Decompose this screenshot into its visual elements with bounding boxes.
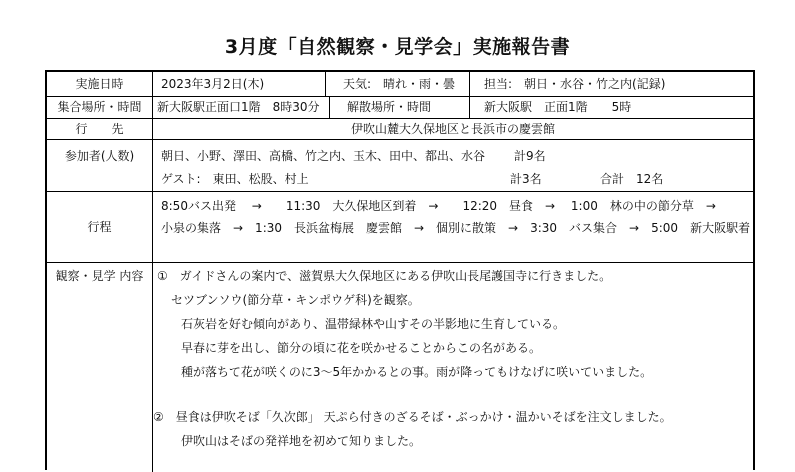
destination-label: 行 先	[75, 122, 124, 136]
meeting-place-value: 新大阪駅正面口1階 8時30分	[157, 100, 320, 114]
dismissal-label: 解散場所・時間	[347, 100, 432, 114]
report-table	[45, 70, 755, 470]
observation-line: セツブンソウ(節分草・キンポウゲ科)を観察。	[171, 293, 420, 307]
observation-line: ② 昼食は伊吹そば「久次郎」 天ぷら付きのざるそば・ぶっかけ・温かいそばを注文しました。	[153, 410, 672, 424]
column-divider	[325, 72, 326, 96]
date-label: 実施日時	[75, 77, 124, 91]
observation-label: 観察・見学 内容	[55, 269, 144, 283]
destination-value: 伊吹山麓大久保地区と長浜市の慶雲館	[350, 122, 555, 136]
meeting-place-label: 集合場所・時間	[57, 100, 142, 114]
total-count: 合計 12名	[600, 172, 664, 186]
dismissal-value: 新大阪駅 正面1階 5時	[484, 100, 632, 114]
column-divider	[469, 72, 470, 118]
observation-line: ① ガイドさんの案内で、滋賀県大久保地区にある伊吹山長尾護国寺に行きました。	[157, 269, 612, 283]
staff-value: 担当: 朝日・水谷・竹之内(記録)	[484, 77, 666, 91]
itinerary-label: 行程	[87, 220, 112, 234]
guests-list: ゲスト: 東田、松股、村上	[161, 172, 309, 186]
participants-label: 参加者(人数)	[64, 149, 135, 163]
itinerary-line: 8:50バス出発 → 11:30 大久保地区到着 → 12:20 昼食 → 1:00 林の中の節分草 →	[161, 199, 716, 213]
weather-value: 天気: 晴れ・雨・曇	[343, 77, 456, 91]
guests-count: 計3名	[510, 172, 542, 186]
observation-line: 早春に芽を出し、節分の頃に花を咲かせることからこの名がある。	[181, 341, 542, 355]
observation-line: 種が落ちて花が咲くのに3～5年かかるとの事。雨が降ってもけなげに咲いていました。	[181, 365, 653, 379]
members-list: 朝日、小野、澤田、高橋、竹之内、玉木、田中、都出、水谷	[161, 149, 486, 163]
date-value: 2023年3月2日(木)	[161, 77, 265, 91]
column-divider	[329, 96, 330, 118]
members-count: 計9名	[514, 149, 546, 163]
report-title: 3月度「自然観察・見学会」実施報告書	[224, 36, 571, 58]
observation-line: 伊吹山はそばの発祥地を初めて知りました。	[181, 434, 422, 448]
observation-line: 石灰岩を好む傾向があり、温帯緑林や山すその半影地に生育している。	[181, 317, 566, 331]
itinerary-line: 小泉の集落 → 1:30 長浜盆梅展 慶雲館 → 個別に散策 → 3:30 バス集合 → 5:00 新大阪駅着	[161, 221, 751, 235]
